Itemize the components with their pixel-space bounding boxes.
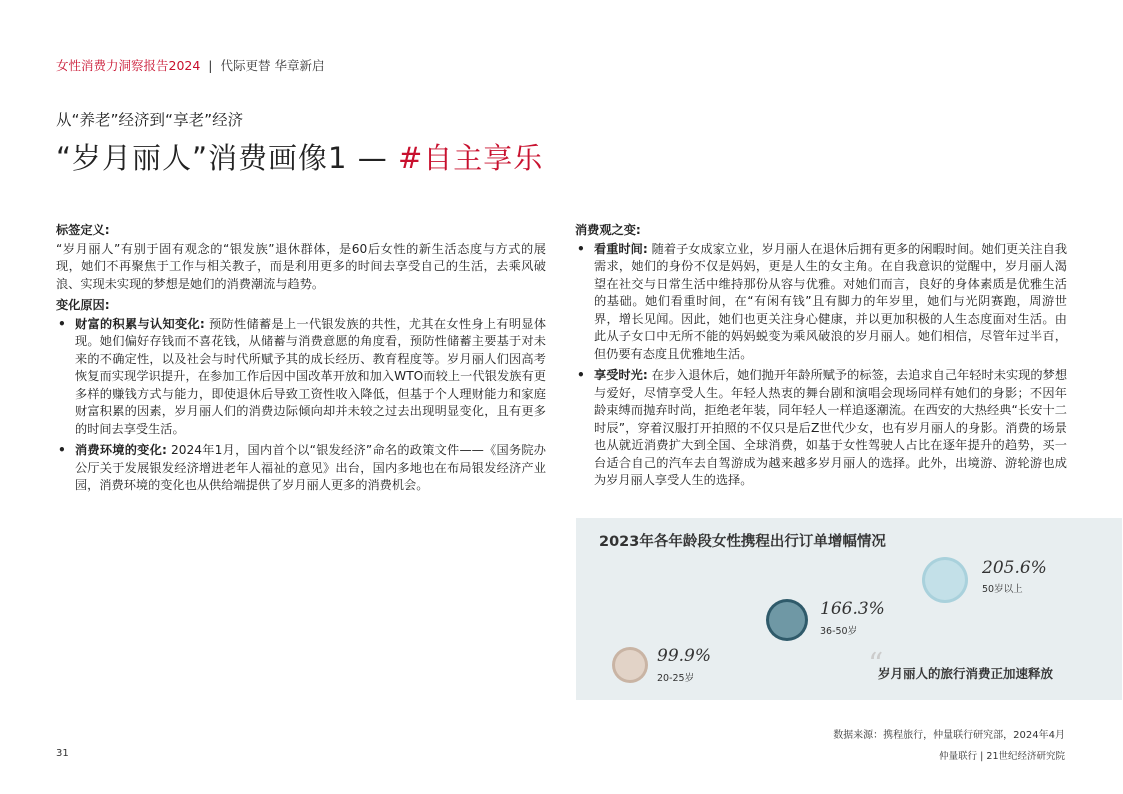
data-source: 数据来源：携程旅行，仲量联行研究部，2024年4月 [833,730,1065,741]
list-item [56,316,546,439]
value-36-50: 166.3% [820,599,885,619]
publisher: 仲量联行 | 21世纪经济研究院 [939,751,1065,762]
list-item [575,367,1067,490]
bubble-inner [925,560,965,600]
age-36-50: 36-50岁 [820,626,858,637]
travel-growth-panel [576,518,1122,700]
page-number: 31 [56,748,69,759]
age-50-plus: 50岁以上 [982,584,1023,595]
list-item [575,241,1067,364]
right-column [575,222,1067,494]
quote-icon: “ [868,647,884,682]
value-20-25: 99.9% [657,646,712,666]
page-title [56,136,543,177]
panel-title: 2023年各年龄段女性携程出行订单增幅情况 [599,534,886,550]
bullet-text: 在步入退休后，她们抛开年龄所赋予的标签，去追求自己年轻时未实现的梦想与爱好，尽情享受人生。年轻人热衷的舞台剧和演唱会现场同样有她们的身影；不因年龄束缚而抛弃时尚，拒绝老年装，同年轻人一样追逐潮流。在西安的大热经典“长安十二时辰”，穿着汉服打开拍照的不仅只是后Z世代少女，也有岁月丽人的身影。消费的场景也从就近消费扩大到全国、全球消费，如基于女性驾驶人占比在逐年提升的趋势，买一台适合自己的汽车去自驾游成为越来越多岁月丽人的选择。此外，出境游、游轮游也成为岁月丽人享受人生的选择。 [594,368,1068,487]
definition-text: “岁月丽人”有别于固有观念的“银发族”退休群体，是60后女性的新生活态度与方式的展现，她们不再聚焦于工作与相关教子，而是利用更多的时间去享受自己的生活，去乘风破浪、实现未实现的梦想是她们的消费潮流与趋势。 [56,241,546,291]
bubble-inner [615,650,645,680]
bubble-36-50 [766,599,808,641]
bullet-text: 随着子女成家立业，岁月丽人在退休后拥有更多的闲暇时间。她们更关注自我需求，她们的身份不仅是妈妈，更是人生的女主角。在自我意识的觉醒中，岁月丽人渴望在社交与日常生活中维持那份从容与优雅。对她们而言，良好的身体素质是优雅生活的基础。她们看重时间，在“有闲有钱”且有脚力的年岁里，她们与光阴赛跑，周游世界，增长见闻。因此，她们也更关注身心健康，并以更加积极的人生态度面对生活。由此从子女口中无所不能的妈妈蜕变为乘风破浪的岁月丽人。她们相信，尽管年过半百，但仍要有态度且优雅地生活。 [594,241,1068,361]
left-column [56,222,546,499]
report-tagline: 代际更替 华章新启 [220,58,325,73]
reasons-list [56,316,546,495]
bullet-icon: • [58,316,66,331]
bullet-icon: • [577,241,585,256]
value-50-plus: 205.6% [982,558,1047,578]
bullet-label: 享受时光: [594,368,648,382]
report-header [56,56,324,74]
panel-quote: 岁月丽人的旅行消费正加速释放 [878,666,1054,681]
bubble-20-25 [612,647,648,683]
bullet-label: 看重时间: [594,241,648,256]
report-title: 女性消费力洞察报告2024 [56,58,201,73]
bullet-icon: • [58,443,66,457]
page-subtitle: 从“养老”经济到“享老”经济 [56,111,244,129]
consumption-change-list [575,241,1067,490]
bubble-inner [769,602,805,638]
title-main: “岁月丽人”消费画像1 — [56,141,398,175]
definition-heading: 标签定义: [56,223,110,237]
bullet-label: 财富的积累与认知变化: [75,316,205,331]
bullet-text: 2024年1月，国内首个以“银发经济”命名的政策文件——《国务院办公厅关于发展银发经济增进老年人福祉的意见》出台，国内多地也在布局银发经济产业园，消费环境的变化也从供给端提供了岁月丽人更多的消费机会。 [75,443,546,492]
bubble-50-plus [922,557,968,603]
age-20-25: 20-25岁 [657,673,695,684]
bullet-label: 消费环境的变化: [75,443,167,457]
consumption-change-heading: 消费观之变: [575,223,641,237]
reasons-heading: 变化原因: [56,298,110,312]
list-item [56,442,546,495]
header-separator: | [208,58,213,73]
title-highlight: #自主享乐 [397,141,544,175]
bullet-icon: • [577,368,585,382]
bullet-text: 预防性储蓄是上一代银发族的共性，尤其在女性身上有明显体现。她们偏好存钱而不喜花钱，从储蓄与消费意愿的角度看，预防性储蓄主要基于对未来的不确定性，以及社会与时代所赋予其的成长经历、教育程度等。岁月丽人们因高考恢复而实现学识提升，在参加工作后因中国改革开放和加入WTO而较上一代银发族有更多样的赚钱方式与能力，即使退休后导致工资性收入降低，但基于个人理财能力和家庭财富积累的因素，岁月丽人们的消费边际倾向却并未较之过去出现明显变化，且有更多的时间去享受生活。 [75,316,547,436]
